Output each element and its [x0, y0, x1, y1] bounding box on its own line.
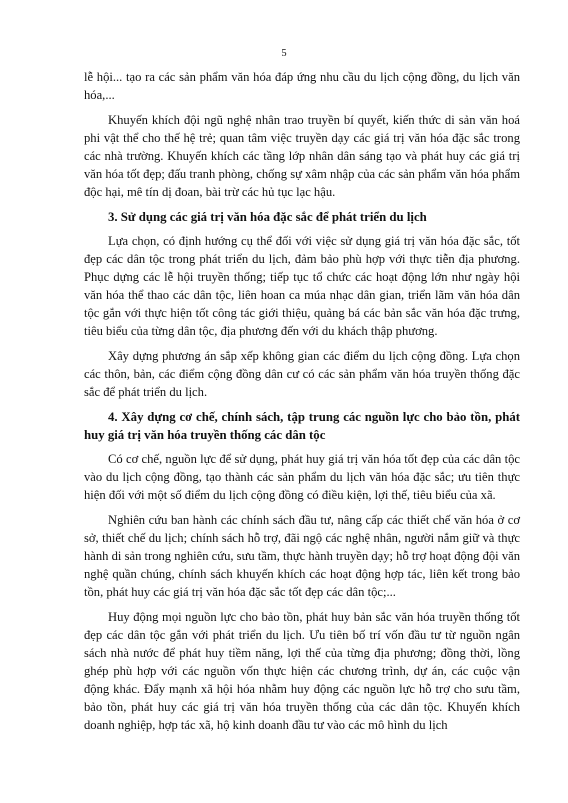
section-heading: 3. Sử dụng các giá trị văn hóa đặc sắc để phát triển du lịch — [108, 210, 427, 224]
section-heading: 4. Xây dựng cơ chế, chính sách, tập trung các nguồn lực cho bảo tồn, phát huy giá trị văn hóa truyền thống các dân tộc — [84, 410, 520, 442]
paragraph: Huy động mọi nguồn lực cho bảo tồn, phát huy bản sắc văn hóa truyền thống tốt đẹp các dân tộc gắn với phát triển du lịch. Ưu tiên bố trí vốn đầu tư từ nguồn ngân sách nhà nước để phát huy tiềm năng, lợi thế của từng địa phương; đồng thời, lồng ghép phù hợp với các nguồn vốn thực hiện các chương trình, dự án, các cuộc vận động khác. Đẩy mạnh xã hội hóa nhằm huy động các nguồn lực hỗ trợ cho sưu tầm, bảo tồn, phát huy các giá trị văn hóa truyền thống của các dân tộc. Khuyến khích doanh nghiệp, hợp tác xã, hộ kinh doanh đầu tư vào các mô hình du lịch — [84, 610, 520, 732]
page-number: 5 — [281, 48, 287, 59]
document-body — [84, 68, 520, 734]
paragraph: Nghiên cứu ban hành các chính sách đầu tư, nâng cấp các thiết chế văn hóa ở cơ sở, thiết chế du lịch; chính sách hỗ trợ, đãi ngộ các nghệ nhân, người nắm giữ và thực hành di sản trong nghiên cứu, sưu tầm, thực hành truyền dạy; hỗ trợ hoạt động đội văn nghệ quần chúng, chính sách khuyến khích các hoạt động hợp tác, liên kết trong bảo tồn, phát huy các giá trị văn hóa đặc sắc tốt đẹp các dân tộc;... — [84, 513, 521, 599]
paragraph: lễ hội... tạo ra các sản phẩm văn hóa đáp ứng nhu cầu du lịch cộng đồng, du lịch văn hóa,... — [84, 70, 520, 102]
paragraph: Xây dựng phương án sắp xếp không gian các điểm du lịch cộng đồng. Lựa chọn các thôn, bản, các điểm cộng đồng dân cư có các sản phẩm văn hóa truyền thống đặc sắc để phát triển du lịch. — [84, 349, 520, 399]
paragraph: Có cơ chế, nguồn lực để sử dụng, phát huy giá trị văn hóa tốt đẹp của các dân tộc vào du lịch cộng đồng, tạo thành các sản phẩm du lịch văn hóa đặc sắc; ưu tiên thực hiện đối với một số điểm du lịch cộng đồng có điều kiện, lợi thế, tiêu biểu của xã. — [84, 452, 520, 502]
paragraph: Lựa chọn, có định hướng cụ thể đối với việc sử dụng giá trị văn hóa đặc sắc, tốt đẹp các dân tộc trong phát triển du lịch, đảm bảo phù hợp với thực tiễn địa phương. Phục dựng các lễ hội truyền thống; tiếp tục tổ chức các hoạt động lớn như ngày hội văn hóa thể thao các dân tộc, liên hoan ca múa nhạc dân gian, triển lãm văn hóa dân tộc gắn với thực hiện tốt công tác giới thiệu, quảng bá các bản sắc văn hóa đặc trưng, tiêu biểu của từng dân tộc, địa phương đến với du khách thập phương. — [84, 234, 520, 338]
paragraph: Khuyến khích đội ngũ nghệ nhân trao truyền bí quyết, kiến thức di sản văn hoá phi vật thể cho thế hệ trẻ; quan tâm việc truyền dạy các giá trị văn hóa đặc sắc trong các nhà trường. Khuyến khích các tầng lớp nhân dân sáng tạo và phát huy các giá trị văn hóa tốt đẹp; đấu tranh phòng, chống sự xâm nhập của các sản phẩm văn hóa phẩm độc hại, mê tín dị đoan, bài trừ các hủ tục lạc hậu. — [84, 113, 520, 199]
